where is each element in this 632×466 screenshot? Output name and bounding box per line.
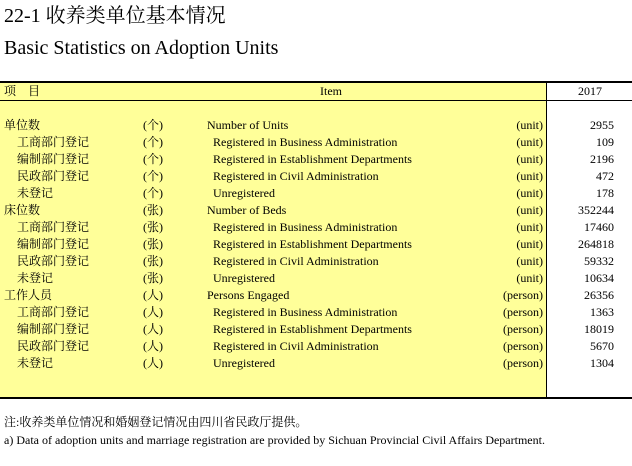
row-unit-en: (unit) — [516, 237, 543, 251]
row-unit-en: (person) — [503, 322, 543, 336]
row-unit-en: (unit) — [516, 254, 543, 268]
table-row — [0, 355, 632, 372]
row-unit-cn: (个) — [143, 135, 163, 149]
row-unit-cn: (张) — [143, 220, 163, 234]
row-unit-en: (unit) — [516, 271, 543, 285]
row-unit-cn: (个) — [143, 118, 163, 132]
row-name-en: Number of Beds — [207, 203, 287, 217]
header-item-en: Item — [320, 84, 342, 98]
row-name: 未登记 — [17, 186, 54, 200]
row-name-en: Registered in Establishment Departments — [213, 322, 412, 336]
row-unit-en: (unit) — [516, 203, 543, 217]
row-name: 民政部门登记 — [17, 339, 90, 353]
row-value: 264818 — [578, 237, 614, 251]
table-row — [0, 321, 632, 338]
row-unit-cn: (张) — [143, 254, 163, 268]
row-name: 工商部门登记 — [17, 135, 90, 149]
row-unit-cn: (人) — [143, 305, 163, 319]
statistics-table — [0, 81, 632, 399]
row-name-en: Unregistered — [213, 271, 275, 285]
row-value: 5670 — [590, 339, 614, 353]
row-name-en: Registered in Establishment Departments — [213, 237, 412, 251]
row-value: 10634 — [584, 271, 614, 285]
row-value: 178 — [596, 186, 614, 200]
row-name-en: Registered in Business Administration — [213, 220, 398, 234]
table-row — [0, 270, 632, 287]
row-unit-en: (person) — [503, 305, 543, 319]
row-name: 编制部门登记 — [17, 152, 90, 166]
table-header — [0, 83, 632, 101]
row-unit-cn: (个) — [143, 152, 163, 166]
page-title-cn: 22-1 收养类单位基本情况 — [4, 5, 226, 27]
row-name: 民政部门登记 — [17, 254, 90, 268]
row-name-en: Persons Engaged — [207, 288, 290, 302]
table-row — [0, 236, 632, 253]
row-name: 床位数 — [4, 203, 41, 217]
row-unit-cn: (个) — [143, 186, 163, 200]
row-name-en: Registered in Business Administration — [213, 305, 398, 319]
row-value: 2196 — [590, 152, 614, 166]
row-value: 2955 — [590, 118, 614, 132]
row-value: 18019 — [584, 322, 614, 336]
table-row — [0, 338, 632, 355]
table-row — [0, 287, 632, 304]
row-unit-en: (unit) — [516, 118, 543, 132]
row-unit-en: (person) — [503, 288, 543, 302]
row-unit-en: (unit) — [516, 220, 543, 234]
row-unit-en: (person) — [503, 339, 543, 353]
row-value: 109 — [596, 135, 614, 149]
table-row — [0, 134, 632, 151]
page-title-en: Basic Statistics on Adoption Units — [4, 37, 279, 59]
row-value: 352244 — [578, 203, 614, 217]
row-unit-cn: (人) — [143, 356, 163, 370]
row-unit-cn: (个) — [143, 169, 163, 183]
row-unit-cn: (人) — [143, 322, 163, 336]
table-row — [0, 304, 632, 321]
row-name: 工商部门登记 — [17, 305, 90, 319]
row-unit-en: (person) — [503, 356, 543, 370]
row-name-en: Registered in Business Administration — [213, 135, 398, 149]
row-unit-cn: (张) — [143, 203, 163, 217]
row-unit-cn: (人) — [143, 339, 163, 353]
row-name: 民政部门登记 — [17, 169, 90, 183]
table-row — [0, 168, 632, 185]
table-row — [0, 202, 632, 219]
row-value: 59332 — [584, 254, 614, 268]
header-year: 2017 — [578, 84, 602, 98]
row-unit-en: (unit) — [516, 169, 543, 183]
row-name-en: Number of Units — [207, 118, 289, 132]
row-name: 未登记 — [17, 271, 54, 285]
row-unit-en: (unit) — [516, 135, 543, 149]
table-row — [0, 117, 632, 134]
table-row — [0, 219, 632, 236]
row-name-en: Registered in Establishment Departments — [213, 152, 412, 166]
row-name: 未登记 — [17, 356, 54, 370]
row-name-en: Registered in Civil Administration — [213, 169, 379, 183]
row-unit-en: (unit) — [516, 152, 543, 166]
table-row — [0, 253, 632, 270]
footnote-cn: 注:收养类单位情况和婚姻登记情况由四川省民政厅提供。 — [4, 415, 308, 429]
row-name: 工商部门登记 — [17, 220, 90, 234]
table-body — [0, 117, 632, 372]
row-value: 26356 — [584, 288, 614, 302]
row-value: 1304 — [590, 356, 614, 370]
row-name-en: Unregistered — [213, 186, 275, 200]
header-item-cn: 项 目 — [4, 84, 41, 98]
table-row — [0, 185, 632, 202]
row-unit-cn: (人) — [143, 288, 163, 302]
row-unit-en: (unit) — [516, 186, 543, 200]
row-name-en: Registered in Civil Administration — [213, 254, 379, 268]
row-name: 编制部门登记 — [17, 322, 90, 336]
row-value: 1363 — [590, 305, 614, 319]
row-value: 472 — [596, 169, 614, 183]
row-name-en: Unregistered — [213, 356, 275, 370]
footnote-en: a) Data of adoption units and marriage registration are provided by Sichuan Provincial Civil Affairs Department. — [4, 433, 545, 447]
row-value: 17460 — [584, 220, 614, 234]
row-name: 工作人员 — [4, 288, 53, 302]
row-name-en: Registered in Civil Administration — [213, 339, 379, 353]
row-name: 编制部门登记 — [17, 237, 90, 251]
row-unit-cn: (张) — [143, 271, 163, 285]
row-unit-cn: (张) — [143, 237, 163, 251]
table-row — [0, 151, 632, 168]
row-name: 单位数 — [4, 118, 41, 132]
